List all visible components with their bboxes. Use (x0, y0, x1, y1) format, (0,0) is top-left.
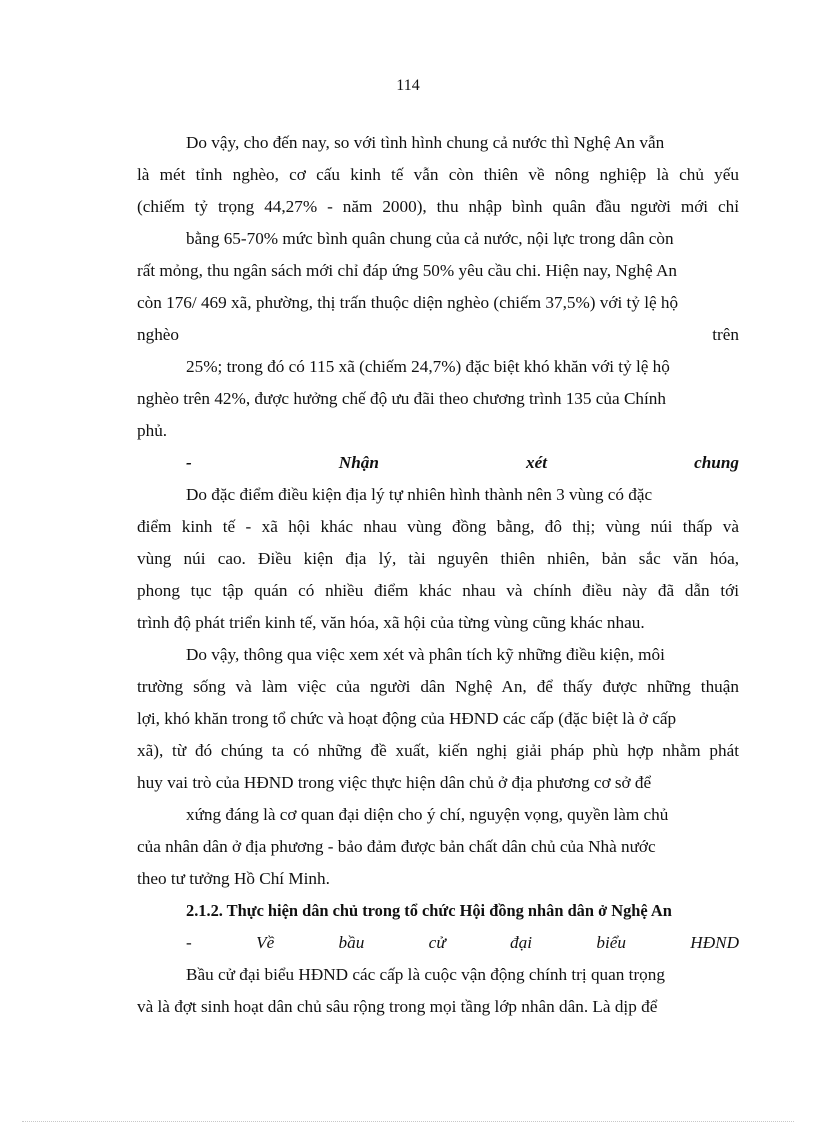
text-line: xã), từ đó chúng ta có những đề xuất, kiến nghị giải pháp phù hợp nhằm phát (137, 741, 739, 760)
text-line: là mét tỉnh nghèo, cơ cấu kinh tế vẫn còn thiên về nông nghiệp là chủ yếu (137, 165, 739, 184)
text-line: Do vậy, cho đến nay, so với tình hình chung cả nước thì Nghệ An vẫn (186, 133, 665, 152)
text-line: còn 176/ 469 xã, phường, thị trấn thuộc diện nghèo (chiếm 37,5%) với tỷ lệ hộ (137, 293, 679, 312)
text-line: nghèo trên (137, 325, 739, 344)
text-line: trường sống và làm việc của người dân Nghệ An, để thấy được những thuận (137, 677, 739, 696)
text-line: (chiếm tỷ trọng 44,27% - năm 2000), thu nhập bình quân đầu người mới chỉ (137, 197, 739, 216)
text-line: Do vậy, thông qua việc xem xét và phân tích kỹ những điều kiện, môi (186, 645, 665, 664)
page-number: 114 (396, 77, 420, 94)
text-line: xứng đáng là cơ quan đại diện cho ý chí, nguyện vọng, quyền làm chủ (186, 805, 669, 824)
text-line: phủ. (137, 421, 168, 440)
text-line: trình độ phát triển kinh tế, văn hóa, xã hội của từng vùng cũng khác nhau. (137, 613, 645, 632)
text-line: phong tục tập quán có nhiều điểm khác nhau và chính điều này đã dẫn tới (137, 581, 739, 600)
text-line: Bầu cử đại biểu HĐND các cấp là cuộc vận động chính trị quan trọng (186, 965, 665, 984)
text-line: huy vai trò của HĐND trong việc thực hiện dân chủ ở địa phương cơ sở để (137, 773, 652, 792)
text-line: Do đặc điểm điều kiện địa lý tự nhiên hình thành nên 3 vùng có đặc (186, 485, 653, 504)
text-line: theo tư tưởng Hồ Chí Minh. (137, 869, 330, 888)
subsection-heading: 2.1.2. Thực hiện dân chủ trong tổ chức Hội đồng nhân dân ở Nghệ An (186, 901, 672, 920)
text-line: của nhân dân ở địa phương - bảo đảm được bản chất dân chủ của Nhà nước (137, 837, 656, 856)
section-heading: - Về bầu cử đại biểu HĐND (186, 933, 739, 952)
text-line: rất mỏng, thu ngân sách mới chỉ đáp ứng 50% yêu cầu chi. Hiện nay, Nghệ An (137, 261, 677, 280)
text-line: 25%; trong đó có 115 xã (chiếm 24,7%) đặc biệt khó khăn với tỷ lệ hộ (186, 357, 670, 376)
text-line: bằng 65-70% mức bình quân chung của cả nước, nội lực trong dân còn (186, 229, 674, 248)
text-line: nghèo trên 42%, được hưởng chế độ ưu đãi theo chương trình 135 của Chính (137, 389, 666, 408)
section-heading: - Nhận xét chung (186, 453, 739, 472)
text-line: vùng núi cao. Điều kiện địa lý, tài nguyên thiên nhiên, bản sắc văn hóa, (137, 549, 739, 568)
page-bottom-border (22, 1121, 794, 1122)
text-line: điểm kinh tế - xã hội khác nhau vùng đồng bằng, đô thị; vùng núi thấp và (137, 517, 739, 536)
text-line: lợi, khó khăn trong tổ chức và hoạt động của HĐND các cấp (đặc biệt là ở cấp (137, 709, 677, 728)
text-line: và là đợt sinh hoạt dân chủ sâu rộng trong mọi tầng lớp nhân dân. Là dịp để (137, 997, 658, 1016)
